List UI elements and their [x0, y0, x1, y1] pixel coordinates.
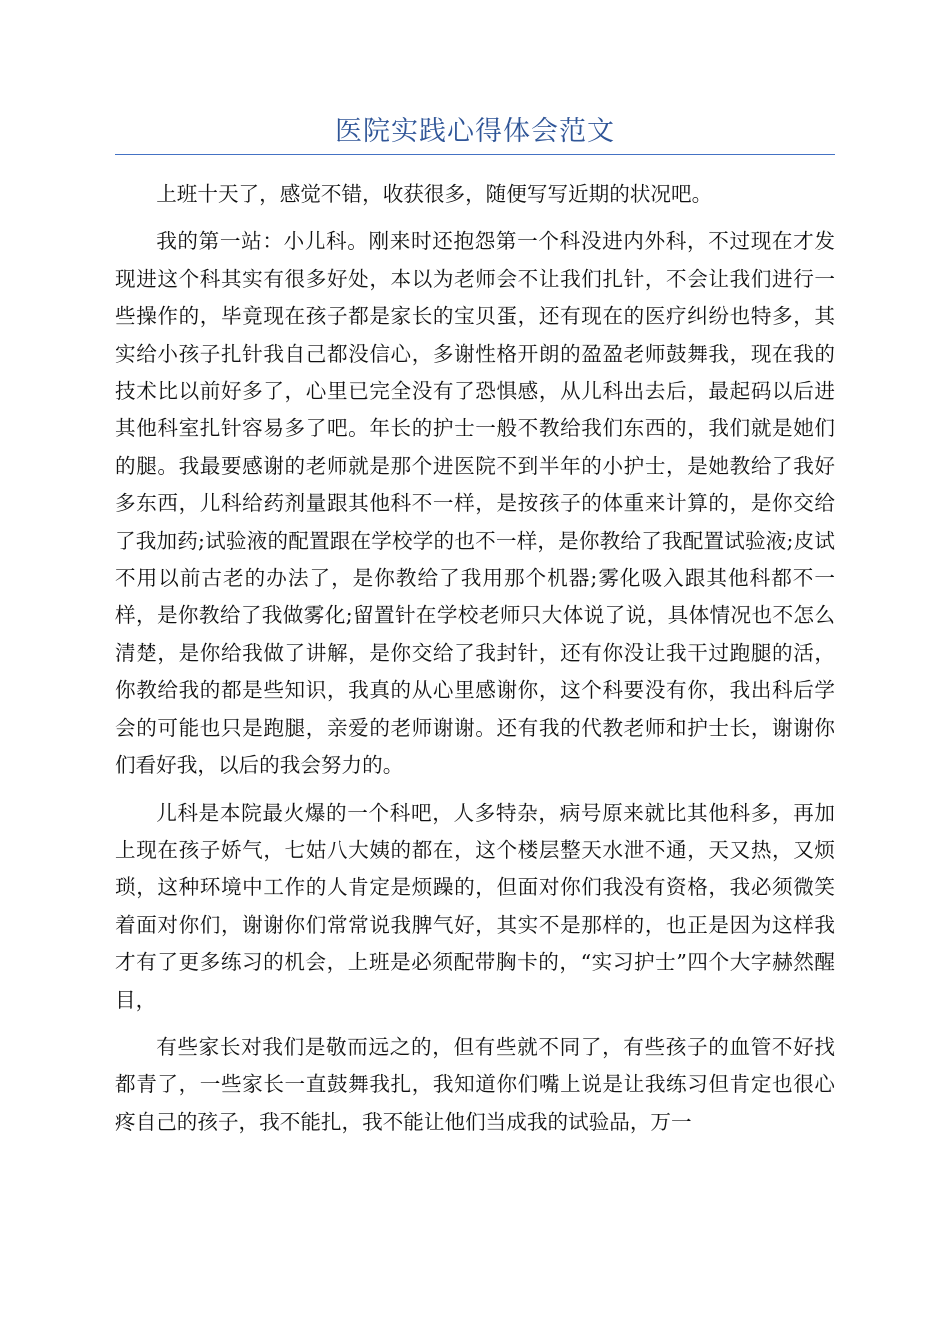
paragraph: 儿科是本院最火爆的一个科吧，人多特杂，病号原来就比其他科多，再加上现在孩子娇气，七姑八大姨的都在，这个楼层整天水泄不通，天又热，又烦琐，这种环境中工作的人肯定是烦躁的，但面对你们我没有资格，我必须微笑着面对你们，谢谢你们常常说我脾气好，其实不是那样的，也正是因为这样我才有了更多练习的机会，上班是必须配带胸卡的，“实习护士”四个大字赫然醒目，	[115, 800, 835, 1012]
paragraph: 上班十天了，感觉不错，收获很多，随便写写近期的状况吧。	[156, 182, 713, 206]
paragraph: 有些家长对我们是敬而远之的，但有些就不同了，有些孩子的血管不好找都青了，一些家长一直鼓舞我扎，我知道你们嘴上说是让我练习但肯定也很心疼自己的孩子，我不能扎，我不能让他们当成我的试验品，万一	[115, 1034, 835, 1134]
document-body	[115, 176, 835, 1151]
paragraph: 我的第一站：小儿科。刚来时还抱怨第一个科没进内外科，不过现在才发现进这个科其实有很多好处，本以为老师会不让我们扎针，不会让我们进行一些操作的，毕竟现在孩子都是家长的宝贝蛋，还有现在的医疗纠纷也特多，其实给小孩子扎针我自己都没信心，多谢性格开朗的盈盈老师鼓舞我，现在我的技术比以前好多了，心里已完全没有了恐惧感，从儿科出去后，最起码以后进其他科室扎针容易多了吧。年长的护士一般不教给我们东西的，我们就是她们的腿。我最要感谢的老师就是那个进医院不到半年的小护士，是她教给了我好多东西，儿科给药剂量跟其他科不一样，是按孩子的体重来计算的，是你交给了我加药;试验液的配置跟在学校学的也不一样，是你教给了我配置试验液;皮试不用以前古老的办法了，是你教给了我用那个机器;雾化吸入跟其他科都不一样，是你教给了我做雾化;留置针在学校老师只大体说了说，具体情况也不怎么清楚，是你给我做了讲解，是你交给了我封针，还有你没让我干过跑腿的活，你教给我的都是些知识，我真的从心里感谢你，这个科要没有你，我出科后学会的可能也只是跑腿，亲爱的老师谢谢。还有我的代教老师和护士长，谢谢你们看好我，以后的我会努力的。	[115, 229, 835, 778]
document-title: 医院实践心得体会范文	[335, 116, 615, 147]
title-underline	[115, 154, 835, 155]
